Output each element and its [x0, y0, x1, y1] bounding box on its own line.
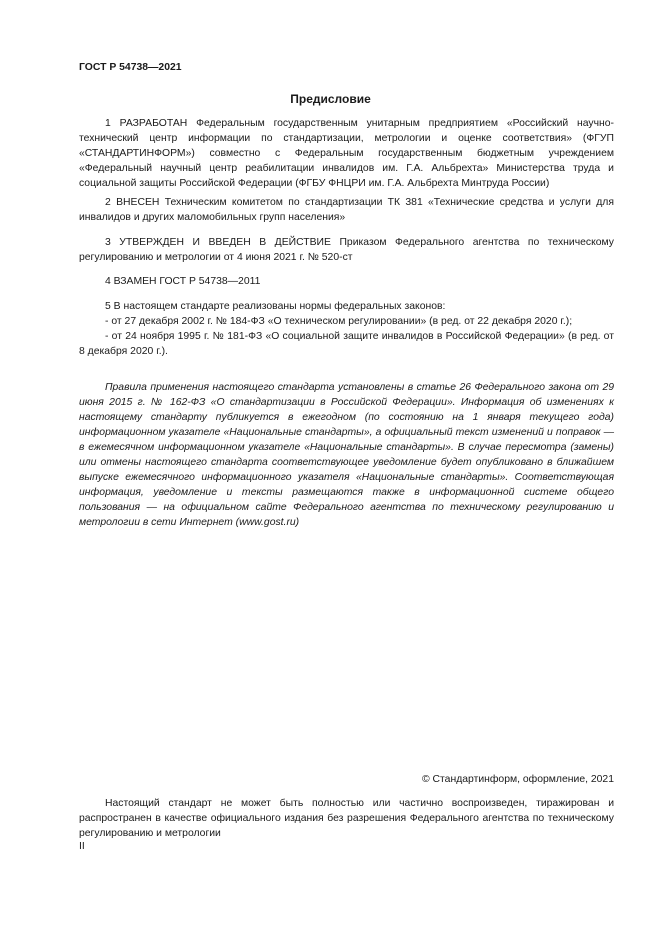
paragraph-replaces: [79, 274, 614, 289]
document-code-header: ГОСТ Р 54738—2021: [79, 62, 182, 73]
list-item-law-184: [79, 314, 614, 329]
page-title: Предисловие: [290, 92, 371, 106]
rules-of-application-notice-text: Правила применения настоящего стандарта установлены в статье 26 Федерального закона от 29 июня 2015 г. № 162-ФЗ «О стандартизации в Российской Федерации». Информация об изменениях к настоящему стандарту публикуется в ежегодном (по состоянию на 1 января текущего года) информационном указателе «Национальные стандарты», а официальный текст изменений и поправок — в ежемесячном информационном указателе «Национальные стандарты». В случае пересмотра (замены) или отмены настоящего стандарта соответствующее уведомление будет опубликовано в ближайшем выпуске ежемесячного информационного указателя «Национальные стандарты». Соответствующая информация, уведомление и тексты размещаются также в информационной системе общего пользования — на официальном сайте Федерального агентства по техническому регулированию и метрологии в сети Интернет (www.gost.ru): [79, 382, 614, 528]
list-item-law-181-text: - от 24 ноября 1995 г. № 181-ФЗ «О социальной защите инвалидов в Российской Федерации» (в ред. от 8 декабря 2020 г.).: [79, 331, 614, 357]
rules-of-application-notice: [79, 380, 614, 530]
list-item-law-184-text: - от 27 декабря 2002 г. № 184-ФЗ «О техническом регулировании» (в ред. от 22 декабря 2020 г.);: [105, 316, 573, 327]
list-item-law-181: [79, 329, 614, 359]
paragraph-approved: [79, 235, 614, 265]
reproduction-notice: [79, 796, 614, 841]
paragraph-federal-laws-intro-text: 5 В настоящем стандарте реализованы нормы федеральных законов:: [105, 301, 446, 312]
paragraph-developed-by-text: 1 РАЗРАБОТАН Федеральным государственным унитарным предприятием «Российский научно-технический центр информации по стандартизации, метрологии и оценке соответствия» (ФГУП «СТАНДАРТИНФОРМ») совместно с Федеральным государственным бюджетным учреждением «Федеральный научный центр реабилитации инвалидов им. Г.А. Альбрехта» Министерства труда и социальной защиты Российской Федерации (ФГБУ ФНЦРИ им. Г.А. Альбрехта Минтруда России): [79, 118, 614, 189]
paragraph-approved-text: 3 УТВЕРЖДЕН И ВВЕДЕН В ДЕЙСТВИЕ Приказом Федерального агентства по техническому регулированию и метрологии от 4 июня 2021 г. № 520-ст: [79, 237, 614, 263]
page-number: II: [79, 841, 85, 852]
paragraph-introduced-by: [79, 195, 614, 225]
paragraph-developed-by: [79, 116, 614, 191]
paragraph-federal-laws-intro: [79, 299, 614, 314]
paragraph-replaces-text: 4 ВЗАМЕН ГОСТ Р 54738—2011: [105, 276, 261, 287]
copyright-line: © Стандартинформ, оформление, 2021: [421, 774, 614, 785]
reproduction-notice-text: Настоящий стандарт не может быть полностью или частично воспроизведен, тиражирован и распространен в качестве официального издания без разрешения Федерального агентства по техническому регулированию и метрологии: [79, 798, 614, 839]
paragraph-introduced-by-text: 2 ВНЕСЕН Техническим комитетом по стандартизации ТК 381 «Технические средства и услуги для инвалидов и других маломобильных групп населения»: [79, 197, 614, 223]
